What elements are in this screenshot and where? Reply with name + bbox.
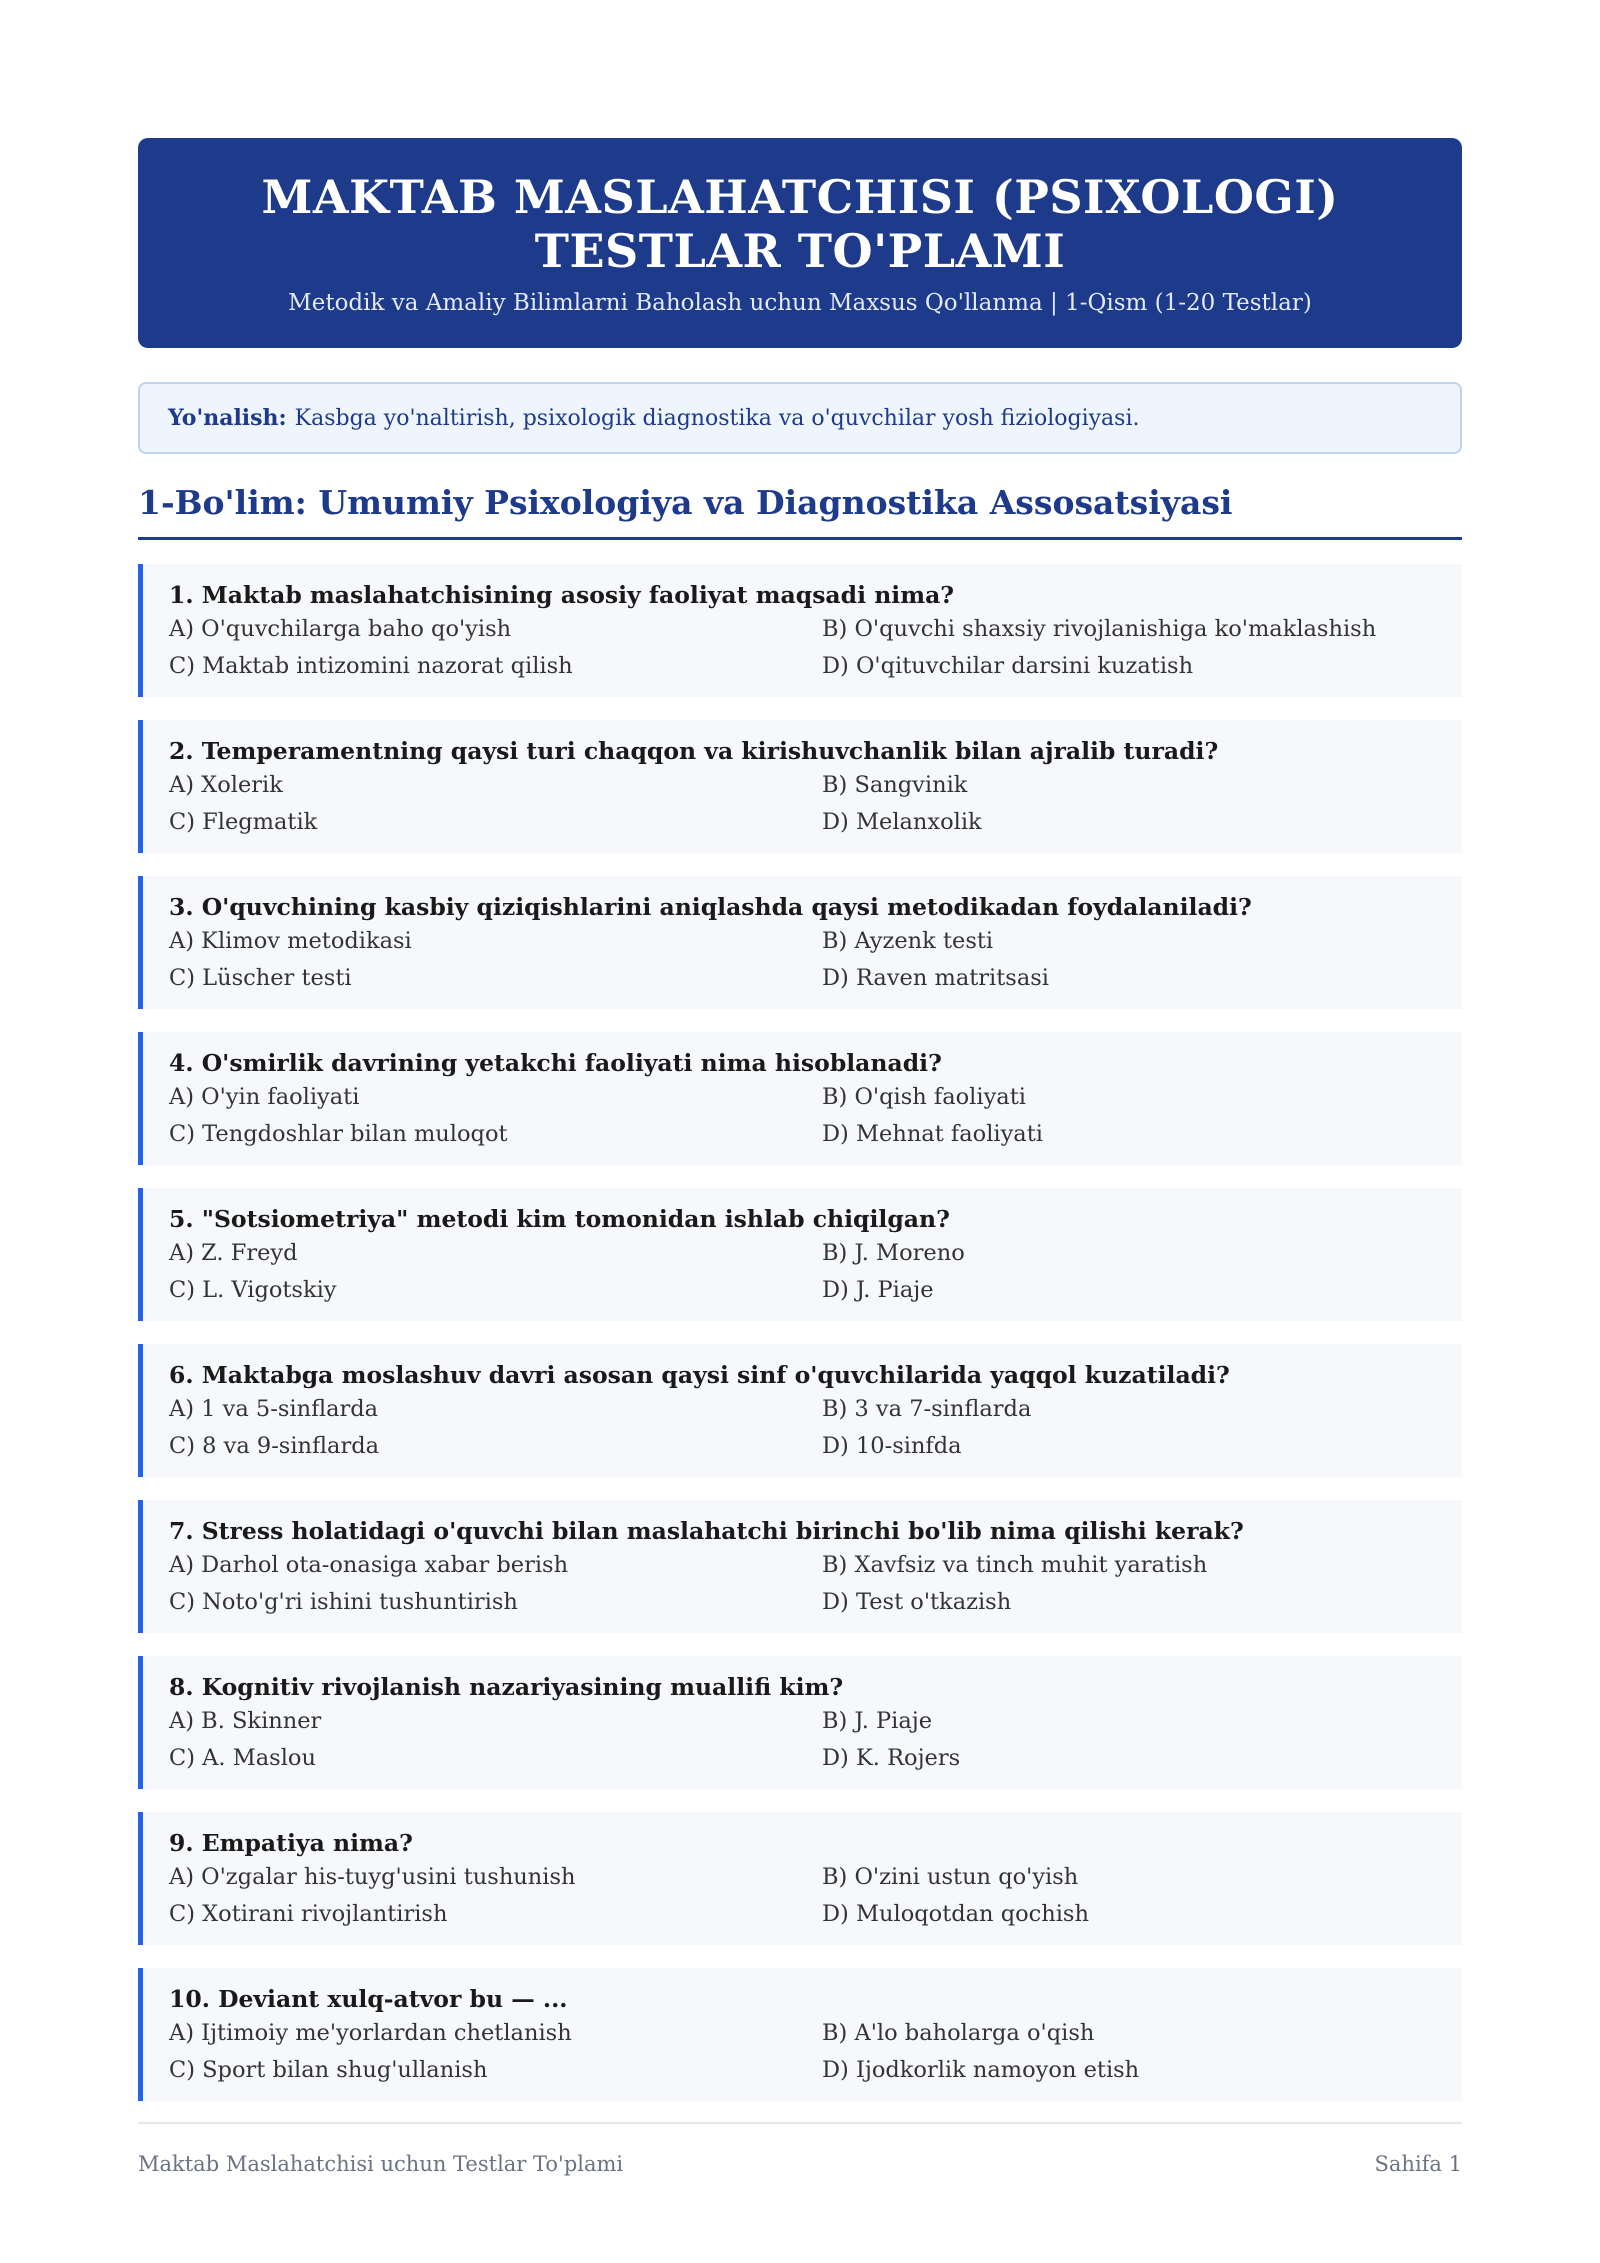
- option-c: C) L. Vigotskiy: [169, 1277, 337, 1303]
- option-b: B) O'quvchi shaxsiy rivojlanishiga ko'maklashish: [822, 616, 1377, 642]
- option-a: A) Z. Freyd: [169, 1240, 298, 1266]
- question-card: [138, 1032, 1462, 1165]
- question-card: [138, 1344, 1462, 1477]
- question-text: 9. Empatiya nima?: [169, 1829, 413, 1857]
- answer-options: [169, 612, 1462, 684]
- title-line-2: TESTLAR TO'PLAMI: [534, 224, 1066, 278]
- option-b: B) J. Piaje: [822, 1708, 933, 1734]
- option-b: B) Sangvinik: [822, 772, 968, 798]
- option-b: B) Xavfsiz va tinch muhit yaratish: [822, 1552, 1208, 1578]
- option-a: A) B. Skinner: [169, 1708, 322, 1734]
- page-footer: [138, 2122, 1462, 2176]
- question-card: [138, 1812, 1462, 1945]
- option-d: D) Mehnat faoliyati: [822, 1121, 1043, 1147]
- option-c: C) Noto'g'ri ishini tushuntirish: [169, 1589, 518, 1615]
- option-d: D) Ijodkorlik namoyon etish: [822, 2057, 1140, 2083]
- answer-options: [169, 768, 1462, 840]
- option-a: A) Xolerik: [169, 772, 283, 798]
- option-c: C) Sport bilan shug'ullanish: [169, 2057, 488, 2083]
- question-card: [138, 876, 1462, 1009]
- option-c: C) Xotirani rivojlantirish: [169, 1901, 448, 1927]
- question-text: 6. Maktabga moslashuv davri asosan qaysi sinf o'quvchilarida yaqqol kuzatiladi?: [169, 1361, 1230, 1389]
- answer-options: [169, 1392, 1462, 1464]
- document-title: [138, 170, 1462, 278]
- question-card: [138, 1656, 1462, 1789]
- answer-options: [169, 1236, 1462, 1308]
- answer-options: [169, 2016, 1462, 2088]
- option-b: B) Ayzenk testi: [822, 928, 994, 954]
- option-c: C) Lüscher testi: [169, 965, 352, 991]
- option-c: C) Tengdoshlar bilan muloqot: [169, 1121, 508, 1147]
- answer-options: [169, 924, 1462, 996]
- option-c: C) Flegmatik: [169, 809, 318, 835]
- answer-options: [169, 1080, 1462, 1152]
- footer-title: Maktab Maslahatchisi uchun Testlar To'plami: [138, 2152, 624, 2176]
- page-number: Sahifa 1: [1374, 2152, 1462, 2176]
- question-card: [138, 1968, 1462, 2101]
- option-a: A) 1 va 5-sinflarda: [169, 1396, 379, 1422]
- direction-box: [138, 382, 1462, 454]
- question-text: 4. O'smirlik davrining yetakchi faoliyati nima hisoblanadi?: [169, 1049, 942, 1077]
- option-c: C) 8 va 9-sinflarda: [169, 1433, 380, 1459]
- option-d: D) K. Rojers: [822, 1745, 961, 1771]
- answer-options: [169, 1704, 1462, 1776]
- section-title: 1-Bo'lim: Umumiy Psixologiya va Diagnostika Assosatsiyasi: [138, 481, 1462, 540]
- option-a: A) Darhol ota-onasiga xabar berish: [169, 1552, 569, 1578]
- option-a: A) Klimov metodikasi: [169, 928, 412, 954]
- option-b: B) O'zini ustun qo'yish: [822, 1864, 1079, 1890]
- direction-label: Yo'nalish:: [168, 405, 287, 431]
- question-list: [138, 564, 1462, 2101]
- question-text: 3. O'quvchining kasbiy qiziqishlarini aniqlashda qaysi metodikadan foydalaniladi?: [169, 893, 1252, 921]
- option-a: A) O'quvchilarga baho qo'yish: [169, 616, 512, 642]
- direction-text: Kasbga yo'naltirish, psixologik diagnostika va o'quvchilar yosh fiziologiyasi.: [294, 405, 1140, 431]
- title-banner: [138, 138, 1462, 348]
- option-d: D) Test o'tkazish: [822, 1589, 1012, 1615]
- option-a: A) O'yin faoliyati: [169, 1084, 360, 1110]
- option-a: A) Ijtimoiy me'yorlardan chetlanish: [169, 2020, 572, 2046]
- option-b: B) O'qish faoliyati: [822, 1084, 1026, 1110]
- option-d: D) Melanxolik: [822, 809, 982, 835]
- option-b: B) A'lo baholarga o'qish: [822, 2020, 1095, 2046]
- title-line-1: MAKTAB MASLAHATCHISI (PSIXOLOGI): [261, 170, 1339, 224]
- option-a: A) O'zgalar his-tuyg'usini tushunish: [169, 1864, 576, 1890]
- question-text: 5. "Sotsiometriya" metodi kim tomonidan ishlab chiqilgan?: [169, 1205, 950, 1233]
- question-card: [138, 1500, 1462, 1633]
- question-card: [138, 720, 1462, 853]
- question-text: 2. Temperamentning qaysi turi chaqqon va kirishuvchanlik bilan ajralib turadi?: [169, 737, 1219, 765]
- question-card: [138, 1188, 1462, 1321]
- answer-options: [169, 1860, 1462, 1932]
- option-b: B) 3 va 7-sinflarda: [822, 1396, 1032, 1422]
- answer-options: [169, 1548, 1462, 1620]
- document-subtitle: Metodik va Amaliy Bilimlarni Baholash uchun Maxsus Qo'llanma | 1-Qism (1-20 Testlar): [288, 290, 1312, 316]
- option-d: D) Raven matritsasi: [822, 965, 1049, 991]
- option-c: C) A. Maslou: [169, 1745, 316, 1771]
- question-text: 1. Maktab maslahatchisining asosiy faoliyat maqsadi nima?: [169, 581, 955, 609]
- question-text: 10. Deviant xulq-atvor bu — ...: [169, 1985, 568, 2013]
- question-card: [138, 564, 1462, 697]
- option-d: D) 10-sinfda: [822, 1433, 962, 1459]
- option-d: D) Muloqotdan qochish: [822, 1901, 1089, 1927]
- question-text: 7. Stress holatidagi o'quvchi bilan maslahatchi birinchi bo'lib nima qilishi kerak?: [169, 1517, 1244, 1545]
- question-text: 8. Kognitiv rivojlanish nazariyasining muallifi kim?: [169, 1673, 844, 1701]
- option-b: B) J. Moreno: [822, 1240, 965, 1266]
- option-d: D) O'qituvchilar darsini kuzatish: [822, 653, 1194, 679]
- option-c: C) Maktab intizomini nazorat qilish: [169, 653, 573, 679]
- option-d: D) J. Piaje: [822, 1277, 934, 1303]
